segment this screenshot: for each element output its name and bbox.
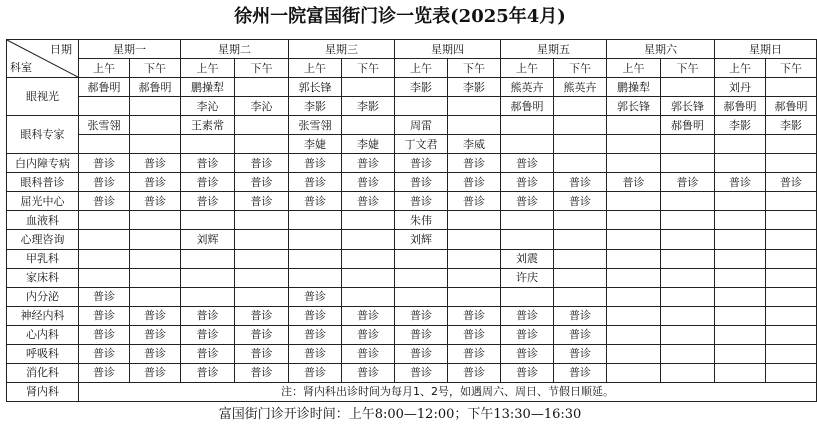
- schedule-cell: [715, 344, 766, 363]
- schedule-cell: [342, 78, 395, 97]
- schedule-cell: 李影: [766, 116, 817, 135]
- schedule-cell: [607, 325, 661, 344]
- schedule-cell: [554, 211, 607, 230]
- day-header: 星期三: [289, 40, 395, 59]
- schedule-cell: 郭长锋: [661, 97, 715, 116]
- schedule-cell: 普诊: [235, 363, 289, 382]
- department-name-cell: 肾内科: [7, 382, 79, 401]
- schedule-cell: 普诊: [79, 363, 130, 382]
- schedule-cell: 王素常: [181, 116, 235, 135]
- schedule-cell: 李影: [289, 97, 342, 116]
- schedule-cell: 丁文君: [395, 135, 448, 154]
- schedule-cell: 普诊: [235, 306, 289, 325]
- schedule-cell: [501, 287, 554, 306]
- schedule-cell: 李婕: [342, 135, 395, 154]
- schedule-cell: [448, 287, 501, 306]
- schedule-cell: 普诊: [395, 154, 448, 173]
- table-row: [7, 211, 817, 230]
- schedule-cell: [342, 211, 395, 230]
- day-header: 星期日: [715, 40, 817, 59]
- schedule-cell: [235, 211, 289, 230]
- schedule-cell: 普诊: [79, 192, 130, 211]
- schedule-cell: 普诊: [289, 363, 342, 382]
- schedule-cell: 张雪翎: [79, 116, 130, 135]
- department-name-cell: 心理咨询: [7, 230, 79, 249]
- schedule-cell: 许庆: [501, 268, 554, 287]
- schedule-cell: 郝鲁明: [130, 78, 181, 97]
- schedule-cell: 普诊: [448, 325, 501, 344]
- schedule-cell: 郝鲁明: [501, 97, 554, 116]
- department-name-cell: 甲乳科: [7, 249, 79, 268]
- schedule-cell: [235, 287, 289, 306]
- department-name-cell: 眼视光: [7, 78, 79, 116]
- department-name-cell: 眼科专家: [7, 116, 79, 154]
- schedule-cell: [342, 249, 395, 268]
- schedule-cell: 普诊: [289, 306, 342, 325]
- schedule-cell: 普诊: [501, 173, 554, 192]
- table-row: [7, 78, 817, 97]
- schedule-cell: [715, 363, 766, 382]
- schedule-cell: [235, 135, 289, 154]
- schedule-cell: 刘辉: [395, 230, 448, 249]
- schedule-cell: 普诊: [79, 344, 130, 363]
- department-name-cell: 心内科: [7, 325, 79, 344]
- schedule-cell: [448, 230, 501, 249]
- table-row: [7, 325, 817, 344]
- schedule-cell: 普诊: [501, 325, 554, 344]
- schedule-cell: [181, 287, 235, 306]
- schedule-cell: 普诊: [395, 173, 448, 192]
- schedule-cell: [661, 287, 715, 306]
- schedule-cell: [342, 287, 395, 306]
- schedule-cell: [130, 249, 181, 268]
- schedule-cell: [766, 78, 817, 97]
- schedule-cell: 李威: [448, 135, 501, 154]
- schedule-cell: 普诊: [181, 173, 235, 192]
- schedule-cell: [501, 230, 554, 249]
- schedule-cell: [130, 230, 181, 249]
- schedule-cell: [607, 306, 661, 325]
- schedule-cell: 熊英卉: [554, 78, 607, 97]
- schedule-cell: [607, 344, 661, 363]
- schedule-cell: 普诊: [607, 173, 661, 192]
- schedule-cell: [448, 97, 501, 116]
- table-row: [7, 192, 817, 211]
- schedule-cell: 普诊: [395, 192, 448, 211]
- schedule-cell: [395, 249, 448, 268]
- schedule-cell: 郝鲁明: [79, 78, 130, 97]
- schedule-cell: [79, 97, 130, 116]
- schedule-cell: 普诊: [554, 192, 607, 211]
- schedule-cell: [554, 135, 607, 154]
- schedule-cell: [766, 135, 817, 154]
- schedule-cell: [715, 230, 766, 249]
- department-name-cell: 呼吸科: [7, 344, 79, 363]
- schedule-cell: [235, 230, 289, 249]
- schedule-cell: [715, 135, 766, 154]
- pm-header: 下午: [130, 59, 181, 78]
- schedule-cell: 普诊: [181, 192, 235, 211]
- schedule-cell: 鹏操犁: [607, 78, 661, 97]
- schedule-cell: 普诊: [130, 363, 181, 382]
- schedule-cell: [235, 249, 289, 268]
- schedule-cell: 普诊: [342, 192, 395, 211]
- schedule-cell: 普诊: [130, 192, 181, 211]
- schedule-cell: 普诊: [501, 363, 554, 382]
- schedule-cell: [661, 154, 715, 173]
- header-row-ampm: [7, 59, 817, 78]
- schedule-cell: [130, 211, 181, 230]
- schedule-cell: 普诊: [181, 363, 235, 382]
- schedule-cell: [607, 230, 661, 249]
- schedule-cell: 普诊: [130, 154, 181, 173]
- schedule-cell: 李沁: [181, 97, 235, 116]
- department-name-cell: 屈光中心: [7, 192, 79, 211]
- schedule-cell: [715, 192, 766, 211]
- schedule-cell: 普诊: [342, 363, 395, 382]
- schedule-cell: 普诊: [130, 173, 181, 192]
- schedule-cell: [661, 230, 715, 249]
- schedule-cell: 郭长锋: [289, 78, 342, 97]
- schedule-cell: [554, 230, 607, 249]
- schedule-cell: 熊英卉: [501, 78, 554, 97]
- schedule-cell: 郝鲁明: [766, 97, 817, 116]
- pm-header: 下午: [448, 59, 501, 78]
- schedule-cell: [395, 268, 448, 287]
- schedule-cell: [661, 306, 715, 325]
- schedule-cell: [181, 268, 235, 287]
- opening-hours-footer: 富国街门诊开诊时间：上午8:00—12:00；下午13:30—16:30: [218, 407, 582, 422]
- schedule-cell: 刘震: [501, 249, 554, 268]
- schedule-cell: [554, 287, 607, 306]
- schedule-cell: [289, 249, 342, 268]
- schedule-cell: 普诊: [235, 344, 289, 363]
- schedule-cell: 普诊: [448, 173, 501, 192]
- schedule-cell: [607, 268, 661, 287]
- schedule-cell: [554, 268, 607, 287]
- schedule-cell: [661, 211, 715, 230]
- schedule-cell: [766, 344, 817, 363]
- schedule-cell: [554, 116, 607, 135]
- pm-header: 下午: [766, 59, 817, 78]
- schedule-cell: [661, 192, 715, 211]
- schedule-cell: 普诊: [448, 344, 501, 363]
- schedule-cell: 鹏操犁: [181, 78, 235, 97]
- schedule-cell: [607, 249, 661, 268]
- schedule-cell: 普诊: [181, 154, 235, 173]
- table-row: [7, 344, 817, 363]
- schedule-cell: 普诊: [342, 306, 395, 325]
- schedule-cell: 李影: [448, 78, 501, 97]
- schedule-cell: [501, 116, 554, 135]
- schedule-cell: 普诊: [181, 306, 235, 325]
- table-row: [7, 116, 817, 135]
- schedule-cell: 普诊: [235, 192, 289, 211]
- schedule-cell: [661, 344, 715, 363]
- table-row: [7, 97, 817, 116]
- nephrology-note: 注：肾内科出诊时间为每月1、2号，如遇周六、周日、节假日顺延。: [79, 382, 817, 401]
- schedule-cell: [766, 211, 817, 230]
- schedule-cell: [766, 363, 817, 382]
- schedule-cell: 朱伟: [395, 211, 448, 230]
- schedule-cell: [661, 249, 715, 268]
- schedule-cell: [661, 268, 715, 287]
- schedule-cell: [766, 268, 817, 287]
- table-row: [7, 249, 817, 268]
- schedule-cell: 普诊: [342, 344, 395, 363]
- schedule-cell: [289, 211, 342, 230]
- schedule-cell: [79, 268, 130, 287]
- schedule-cell: [554, 249, 607, 268]
- schedule-cell: 普诊: [501, 154, 554, 173]
- schedule-cell: [448, 211, 501, 230]
- schedule-cell: 李沁: [235, 97, 289, 116]
- department-name-cell: 家床科: [7, 268, 79, 287]
- schedule-cell: 普诊: [448, 154, 501, 173]
- pm-header: 下午: [661, 59, 715, 78]
- schedule-cell: [766, 154, 817, 173]
- schedule-cell: [766, 249, 817, 268]
- schedule-cell: [448, 249, 501, 268]
- schedule-cell: 普诊: [79, 154, 130, 173]
- table-row: [7, 173, 817, 192]
- schedule-cell: [79, 211, 130, 230]
- schedule-cell: [766, 287, 817, 306]
- schedule-cell: 普诊: [501, 306, 554, 325]
- day-header: 星期一: [79, 40, 181, 59]
- schedule-cell: [766, 230, 817, 249]
- schedule-cell: 普诊: [554, 344, 607, 363]
- schedule-cell: 郭长锋: [607, 97, 661, 116]
- schedule-cell: [181, 211, 235, 230]
- schedule-cell: [607, 287, 661, 306]
- schedule-cell: [661, 363, 715, 382]
- schedule-cell: [130, 135, 181, 154]
- schedule-cell: 普诊: [395, 325, 448, 344]
- table-row: [7, 382, 817, 401]
- schedule-cell: [661, 135, 715, 154]
- schedule-cell: 普诊: [715, 173, 766, 192]
- schedule-cell: 普诊: [554, 363, 607, 382]
- day-header: 星期二: [181, 40, 289, 59]
- schedule-cell: 普诊: [79, 287, 130, 306]
- schedule-cell: 普诊: [448, 192, 501, 211]
- schedule-cell: 普诊: [181, 344, 235, 363]
- day-header: 星期四: [395, 40, 501, 59]
- schedule-cell: [130, 268, 181, 287]
- schedule-cell: [715, 325, 766, 344]
- schedule-cell: [235, 78, 289, 97]
- schedule-cell: 普诊: [342, 325, 395, 344]
- schedule-cell: [661, 325, 715, 344]
- schedule-cell: 普诊: [79, 325, 130, 344]
- schedule-cell: 普诊: [766, 173, 817, 192]
- schedule-cell: 普诊: [79, 173, 130, 192]
- am-header: 上午: [607, 59, 661, 78]
- schedule-cell: [715, 211, 766, 230]
- schedule-cell: [79, 135, 130, 154]
- table-row: [7, 135, 817, 154]
- corner-dept-label: 科室: [10, 61, 32, 75]
- schedule-cell: [715, 287, 766, 306]
- schedule-cell: 普诊: [342, 173, 395, 192]
- pm-header: 下午: [554, 59, 607, 78]
- schedule-cell: 刘辉: [181, 230, 235, 249]
- schedule-cell: [448, 268, 501, 287]
- schedule-cell: 普诊: [289, 192, 342, 211]
- schedule-cell: 张雪翎: [289, 116, 342, 135]
- schedule-cell: [607, 135, 661, 154]
- schedule-cell: 普诊: [501, 192, 554, 211]
- schedule-cell: [715, 268, 766, 287]
- schedule-cell: 普诊: [235, 154, 289, 173]
- schedule-cell: 普诊: [342, 154, 395, 173]
- schedule-cell: [501, 211, 554, 230]
- schedule-cell: [607, 116, 661, 135]
- schedule-cell: 普诊: [395, 306, 448, 325]
- schedule-cell: 普诊: [554, 173, 607, 192]
- am-header: 上午: [181, 59, 235, 78]
- table-row: [7, 287, 817, 306]
- pm-header: 下午: [342, 59, 395, 78]
- schedule-cell: 郝鲁明: [661, 116, 715, 135]
- schedule-cell: 普诊: [289, 287, 342, 306]
- schedule-cell: [766, 192, 817, 211]
- schedule-cell: 李婕: [289, 135, 342, 154]
- schedule-cell: 普诊: [554, 325, 607, 344]
- schedule-cell: [715, 154, 766, 173]
- schedule-cell: 普诊: [661, 173, 715, 192]
- schedule-cell: 李影: [715, 116, 766, 135]
- schedule-cell: [181, 249, 235, 268]
- header-row-days: [7, 40, 817, 59]
- schedule-cell: [342, 230, 395, 249]
- am-header: 上午: [79, 59, 130, 78]
- schedule-cell: [766, 325, 817, 344]
- department-name-cell: 白内障专病: [7, 154, 79, 173]
- schedule-cell: [235, 268, 289, 287]
- schedule-cell: [181, 135, 235, 154]
- schedule-cell: [395, 287, 448, 306]
- department-name-cell: 血液科: [7, 211, 79, 230]
- schedule-cell: 普诊: [181, 325, 235, 344]
- schedule-cell: [715, 306, 766, 325]
- am-header: 上午: [501, 59, 554, 78]
- schedule-cell: 普诊: [289, 154, 342, 173]
- schedule-cell: [661, 78, 715, 97]
- schedule-cell: [766, 306, 817, 325]
- schedule-cell: [342, 268, 395, 287]
- schedule-cell: [289, 230, 342, 249]
- schedule-cell: 郝鲁明: [715, 97, 766, 116]
- department-name-cell: 消化科: [7, 363, 79, 382]
- corner-header-cell: [7, 40, 79, 78]
- schedule-cell: [79, 249, 130, 268]
- department-name-cell: 内分泌: [7, 287, 79, 306]
- schedule-cell: 周雷: [395, 116, 448, 135]
- schedule-cell: [342, 116, 395, 135]
- schedule-cell: 普诊: [289, 325, 342, 344]
- schedule-cell: 普诊: [289, 344, 342, 363]
- table-row: [7, 306, 817, 325]
- schedule-cell: [130, 116, 181, 135]
- schedule-cell: [607, 154, 661, 173]
- table-row: [7, 230, 817, 249]
- corner-date-label: 日期: [50, 43, 72, 56]
- schedule-cell: [607, 192, 661, 211]
- schedule-cell: [79, 230, 130, 249]
- schedule-cell: 李影: [395, 78, 448, 97]
- table-row: [7, 268, 817, 287]
- schedule-cell: 普诊: [289, 173, 342, 192]
- schedule-cell: 普诊: [554, 306, 607, 325]
- schedule-cell: [501, 135, 554, 154]
- schedule-cell: 普诊: [130, 325, 181, 344]
- clinic-schedule-table: [6, 39, 817, 402]
- page-title: 徐州一院富国街门诊一览表(2025年4月): [234, 6, 566, 27]
- schedule-cell: 普诊: [448, 306, 501, 325]
- day-header: 星期六: [607, 40, 715, 59]
- pm-header: 下午: [235, 59, 289, 78]
- schedule-cell: [395, 97, 448, 116]
- schedule-cell: [130, 287, 181, 306]
- day-header: 星期五: [501, 40, 607, 59]
- schedule-cell: [607, 363, 661, 382]
- schedule-cell: [235, 116, 289, 135]
- schedule-cell: 普诊: [130, 306, 181, 325]
- schedule-cell: [448, 116, 501, 135]
- am-header: 上午: [715, 59, 766, 78]
- schedule-cell: 普诊: [448, 363, 501, 382]
- schedule-cell: [607, 211, 661, 230]
- am-header: 上午: [289, 59, 342, 78]
- schedule-cell: 李影: [342, 97, 395, 116]
- table-row: [7, 154, 817, 173]
- schedule-cell: [130, 97, 181, 116]
- schedule-cell: 刘丹: [715, 78, 766, 97]
- department-name-cell: 神经内科: [7, 306, 79, 325]
- schedule-cell: 普诊: [130, 344, 181, 363]
- table-row: [7, 363, 817, 382]
- schedule-cell: 普诊: [79, 306, 130, 325]
- schedule-cell: 普诊: [395, 363, 448, 382]
- schedule-cell: 普诊: [501, 344, 554, 363]
- schedule-cell: [554, 97, 607, 116]
- schedule-cell: 普诊: [235, 173, 289, 192]
- schedule-cell: [554, 154, 607, 173]
- schedule-cell: [715, 249, 766, 268]
- am-header: 上午: [395, 59, 448, 78]
- schedule-cell: [289, 268, 342, 287]
- department-name-cell: 眼科普诊: [7, 173, 79, 192]
- schedule-cell: 普诊: [395, 344, 448, 363]
- schedule-cell: 普诊: [235, 325, 289, 344]
